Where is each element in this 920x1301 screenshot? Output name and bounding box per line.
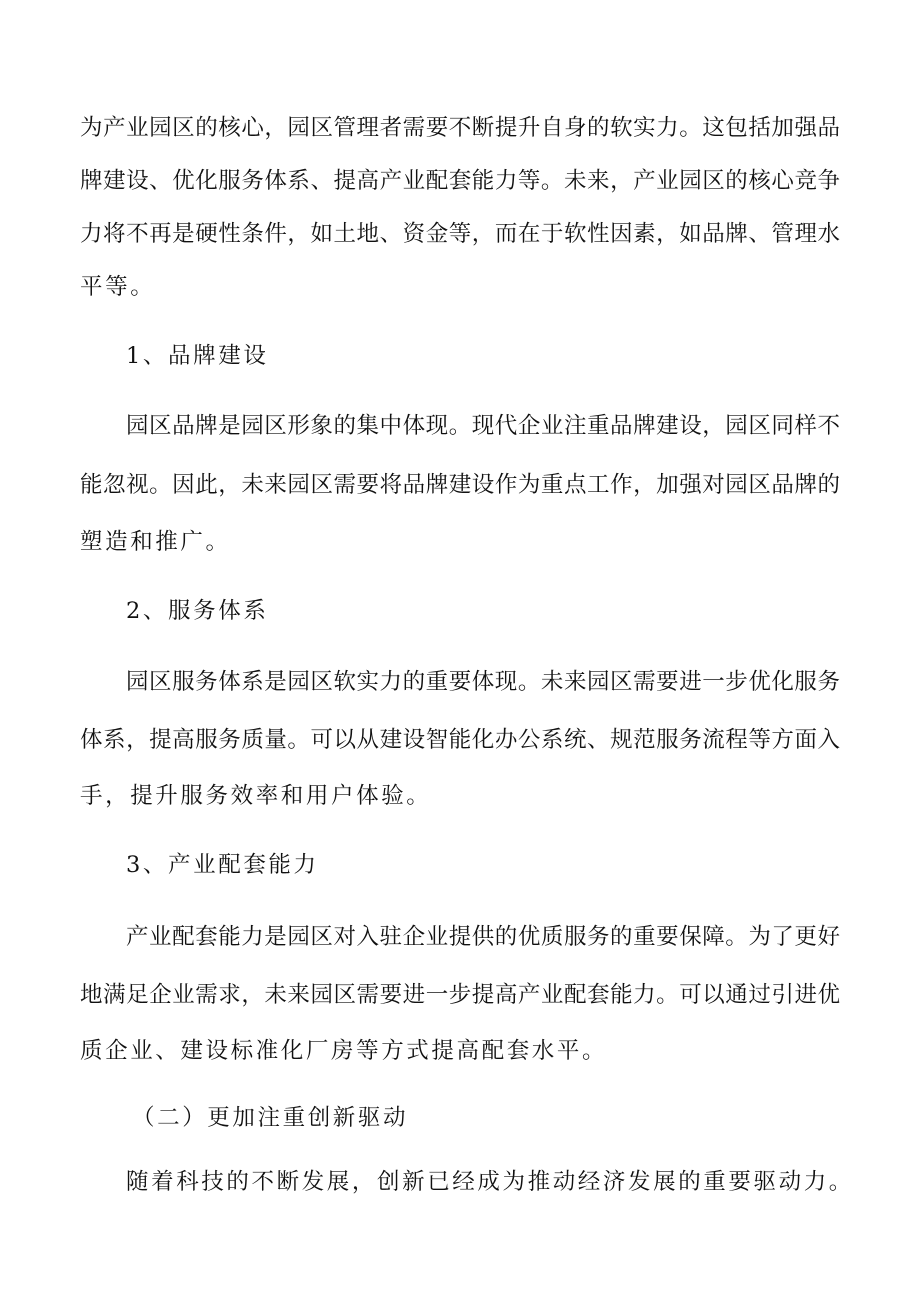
paragraph-line: 园区品牌是园区形象的集中体现。现代企业注重品牌建设，园区同样不: [126, 413, 840, 439]
section-heading-service: 2、服务体系: [126, 598, 269, 624]
paragraph-line: 手，提升服务效率和用户体验。: [80, 783, 432, 809]
paragraph-line: 塑造和推广。: [80, 529, 231, 555]
paragraph-line: 力将不再是硬性条件，如土地、资金等，而在于软性因素，如品牌、管理水: [80, 221, 840, 247]
paragraph-line: 产业配套能力是园区对入驻企业提供的优质服务的重要保障。为了更好: [126, 924, 840, 950]
paragraph-line: 平等。: [80, 274, 156, 300]
paragraph-line: 牌建设、优化服务体系、提高产业配套能力等。未来，产业园区的核心竞争: [80, 168, 840, 194]
section-heading-industry: 3、产业配套能力: [126, 852, 319, 878]
subsection-heading-innovation: （二）更加注重创新驱动: [132, 1105, 409, 1131]
paragraph-line: 能忽视。因此，未来园区需要将品牌建设作为重点工作，加强对园区品牌的: [80, 472, 840, 498]
paragraph-line: 随着科技的不断发展，创新已经成为推动经济发展的重要驱动力。: [126, 1169, 854, 1195]
paragraph-line: 为产业园区的核心，园区管理者需要不断提升自身的软实力。这包括加强品: [80, 115, 840, 141]
paragraph-line: 园区服务体系是园区软实力的重要体现。未来园区需要进一步优化服务: [126, 669, 840, 695]
section-heading-brand: 1、品牌建设: [126, 343, 269, 369]
paragraph-line: 体系，提高服务质量。可以从建设智能化办公系统、规范服务流程等方面入: [80, 727, 840, 753]
paragraph-line: 地满足企业需求，未来园区需要进一步提高产业配套能力。可以通过引进优: [80, 982, 840, 1008]
paragraph-line: 质企业、建设标准化厂房等方式提高配套水平。: [80, 1038, 608, 1064]
